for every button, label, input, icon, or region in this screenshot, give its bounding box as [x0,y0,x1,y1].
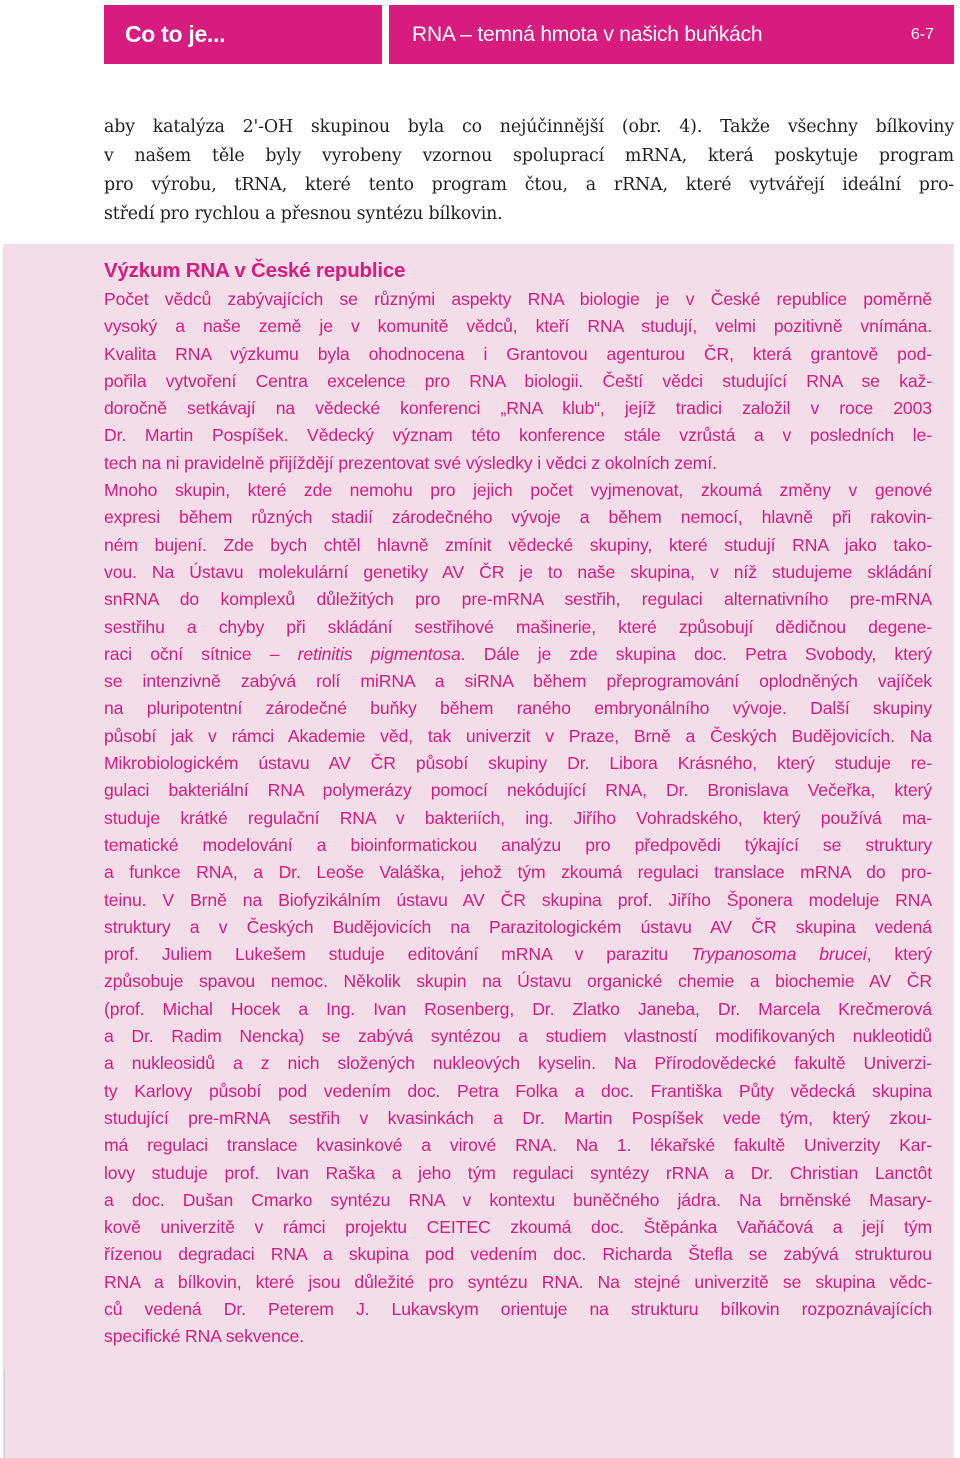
box-line: doročně setkávají na vědecké konferenci „RNA klub“, jejíž tradici založil v roce 2003 [104,398,932,419]
box-line: ném bujení. Zde bych chtěl hlavně zmínit vědecké skupiny, které studují RNA jako tako- [104,534,932,555]
box-line: snRNA do komplexů důležitých pro pre-mRNA sestřih, regulaci alternativního pre-mRNA [104,589,932,610]
box-text: , který [866,944,933,965]
box-line: se intenzivně zabývá rolí miRNA a siRNA během přeprogramování oplodněných vajíček [104,671,932,692]
box-line: a doc. Dušan Cmarko syntézu RNA v kontextu buněčného jádra. Na brněnské Masary- [104,1189,932,1210]
box-line: teinu. V Brně na Biofyzikálním ústavu AV ČR skupina prof. Jiřího Šponera modeluje RNA [104,889,932,910]
box-line: vysoký a naše země je v komunitě vědců, kteří RNA studují, velmi pozitivně vnímána. [104,316,932,337]
box-text: prof. Juliem Lukešem studuje editování mRNA v parazitu [104,944,692,965]
box-line: lovy studuje prof. Ivan Raška a jeho tým regulaci syntézy rRNA a Dr. Christian Lanctôt [104,1162,932,1183]
box-title: Výzkum RNA v České republice [104,259,406,282]
box-line: expresi během různých stadií zárodečného vývoje a během nemocí, hlavně při rakovin- [104,507,932,528]
box-line: má regulaci translace kvasinkové a virové RNA. Na 1. lékařské fakultě Univerzity Kar- [104,1135,932,1156]
intro-line: středí pro rychlou a přesnou syntézu bílkovin. [104,204,503,224]
box-line-mixed [104,641,932,668]
italic-term: Trypanosoma brucei [691,944,867,965]
box-line-mixed [104,941,932,968]
header-title: RNA – temná hmota v našich buňkách [412,22,763,46]
box-line: ty Karlovy působí pod vedením doc. Petra Folka a doc. Františka Půty vědecká skupina [104,1080,932,1101]
header-title-bar [389,5,954,64]
box-line: tech na ni pravidelně přijíždějí prezentovat své výsledky i vědci z okolních zemí. [104,452,717,473]
box-line: a nukleosidů a z nich složených nukleových kyselin. Na Přírodovědecké fakultě Univerzi- [104,1053,932,1074]
box-line: Mnoho skupin, které zde nemohu pro jejich počet vyjmenovat, zkoumá změny v genové [104,480,932,501]
italic-term: retinitis pigmentosa [297,643,461,664]
box-line: a funkce RNA, a Dr. Leoše Valáška, jehož tým zkoumá regulaci translace mRNA do pro- [104,862,932,883]
box-line: Mikrobiologickém ústavu AV ČR působí skupiny Dr. Libora Krásného, který studuje re- [104,753,932,774]
box-line: vou. Na Ústavu molekulární genetiky AV ČR je to naše skupina, v níž studujeme skládání [104,561,932,582]
intro-line: pro výrobu, tRNA, které tento program čtou, a rRNA, které vytvářejí ideální pro- [104,175,954,195]
box-text: raci oční sítnice – [104,643,298,664]
box-line: řízenou degradaci RNA a skupina pod vedením doc. Richarda Štefla se zabývá strukturou [104,1244,932,1265]
box-line: gulaci bakteriální RNA polymerázy pomocí nekódující RNA, Dr. Bronislava Večeřka, který [104,780,932,801]
box-text: . Dále je zde skupina doc. Petra Svobody, který [460,643,932,664]
box-line: působí jak v rámci Akademie věd, tak univerzit v Praze, Brně a Českých Budějovicích. Na [104,725,932,746]
box-line: (prof. Michal Hocek a Ing. Ivan Rosenberg, Dr. Zlatko Janeba, Dr. Marcela Krečmerová [104,998,932,1019]
box-line: sestřihu a chyby při skládání sestřihové mašinerie, které způsobují dědičnou degene- [104,616,932,637]
box-line: tematické modelování a bioinformatickou analýzu pro předpovědi týkající se struktury [104,834,932,855]
page-numbers: 6-7 [910,25,934,43]
box-line: studující pre-mRNA sestřih v kvasinkách a Dr. Martin Pospíšek vede tým, který zkou- [104,1107,932,1128]
box-line: specifické RNA sekvence. [104,1326,305,1347]
intro-paragraph [104,113,954,229]
box-line: způsobuje spavou nemoc. Několik skupin na Ústavu organické chemie a biochemie AV ČR [104,971,932,992]
header-section-label: Co to je... [125,21,226,47]
box-line: Dr. Martin Pospíšek. Vědecký význam této konference stále vzrůstá a v posledních le- [104,425,932,446]
box-line: na pluripotentní zárodečné buňky během raného embryonálního vývoje. Další skupiny [104,698,932,719]
box-line: pořila vytvoření Centra excelence pro RNA biologii. Čeští vědci studující RNA se kaž- [104,370,932,391]
intro-line: v našem těle byly vyrobeny vzornou spoluprací mRNA, která poskytuje program [104,146,954,166]
box-line: Počet vědců zabývajících se různými aspekty RNA biologie je v České republice poměrně [104,289,932,309]
intro-line: aby katalýza 2'-OH skupinou byla co nejúčinnější (obr. 4). Takže všechny bílkoviny [104,117,954,137]
page-edge-divider [4,1370,5,1458]
box-line: kově univerzitě v rámci projektu CEITEC zkoumá doc. Štěpánka Vaňáčová a její tým [104,1217,932,1238]
box-line: RNA a bílkovin, které jsou důležité pro syntézu RNA. Na stejné univerzitě se skupina vědc- [104,1271,932,1292]
box-line: struktury a v Českých Budějovicích na Parazitologickém ústavu AV ČR skupina vedená [104,916,932,937]
box-line: studuje krátké regulační RNA v bakteriích, ing. Jiřího Vohradského, který používá ma- [104,807,932,828]
box-body [104,286,932,1351]
box-line: a Dr. Radim Nencka) se zabývá syntézou a studiem vlastností modifikovaných nukleotidů [104,1026,932,1047]
box-line: ců vedená Dr. Peterem J. Lukavskym orientuje na strukturu bílkovin rozpoznávajících [104,1298,932,1319]
header-section-tab [104,5,382,64]
box-line: Kvalita RNA výzkumu byla ohodnocena i Grantovou agenturou ČR, která grantově pod- [104,343,932,364]
